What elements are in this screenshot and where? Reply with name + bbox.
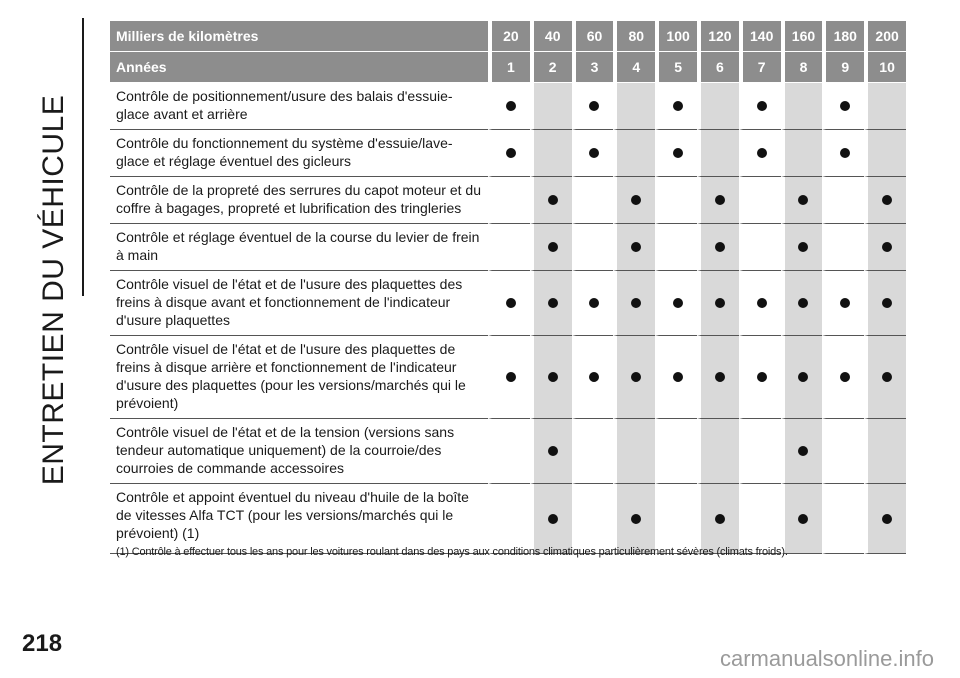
- years-header-cell: 6: [697, 52, 739, 83]
- check-dot-icon: [589, 148, 599, 158]
- interval-cell: [488, 484, 530, 554]
- km-header-label: Milliers de kilomètres: [110, 21, 488, 52]
- interval-cell: [864, 271, 906, 336]
- chapter-title: ENTRETIEN DU VÉHICULE: [37, 94, 70, 486]
- interval-cell: [864, 419, 906, 484]
- maintenance-rows: [110, 83, 906, 554]
- interval-cell: [530, 224, 572, 271]
- interval-cell: [572, 484, 614, 554]
- chapter-divider: [82, 18, 84, 296]
- interval-cell: [822, 419, 864, 484]
- maintenance-item-label: Contrôle de la propreté des serrures du capot moteur et du coffre à bagages, propreté et lubrification des tringleries: [110, 177, 488, 224]
- check-dot-icon: [798, 298, 808, 308]
- check-dot-icon: [631, 242, 641, 252]
- years-header-cell: 9: [822, 52, 864, 83]
- check-dot-icon: [757, 148, 767, 158]
- check-dot-icon: [548, 446, 558, 456]
- interval-cell: [697, 419, 739, 484]
- interval-cell: [739, 224, 781, 271]
- check-dot-icon: [631, 372, 641, 382]
- check-dot-icon: [798, 372, 808, 382]
- check-dot-icon: [840, 148, 850, 158]
- interval-cell: [781, 419, 823, 484]
- check-dot-icon: [882, 242, 892, 252]
- check-dot-icon: [548, 195, 558, 205]
- check-dot-icon: [589, 298, 599, 308]
- interval-cell: [864, 83, 906, 130]
- check-dot-icon: [798, 195, 808, 205]
- km-header-cell: 140: [739, 21, 781, 52]
- check-dot-icon: [548, 372, 558, 382]
- interval-cell: [864, 336, 906, 419]
- interval-cell: [655, 224, 697, 271]
- maintenance-item-label: Contrôle et appoint éventuel du niveau d'huile de la boîte de vitesses Alfa TCT (pour les versions/marchés qui le prévoient) (1): [110, 484, 488, 554]
- check-dot-icon: [631, 298, 641, 308]
- maintenance-item-label: Contrôle visuel de l'état et de l'usure des plaquettes de freins à disque arrière et fonctionnement de l'indicateur d'usure des plaquettes (pour les versions/marchés qui le prévoient): [110, 336, 488, 419]
- check-dot-icon: [506, 148, 516, 158]
- check-dot-icon: [548, 514, 558, 524]
- km-header-cell: 60: [572, 21, 614, 52]
- interval-cell: [739, 419, 781, 484]
- km-header-row: [110, 21, 906, 52]
- interval-cell: [781, 224, 823, 271]
- interval-cell: [739, 83, 781, 130]
- interval-cell: [572, 177, 614, 224]
- maintenance-schedule-table: [110, 21, 906, 554]
- check-dot-icon: [506, 372, 516, 382]
- check-dot-icon: [631, 195, 641, 205]
- check-dot-icon: [715, 298, 725, 308]
- maintenance-row: [110, 271, 906, 336]
- interval-cell: [613, 484, 655, 554]
- page-number: 218: [22, 630, 63, 657]
- interval-cell: [488, 177, 530, 224]
- interval-cell: [864, 130, 906, 177]
- interval-cell: [613, 177, 655, 224]
- interval-cell: [488, 83, 530, 130]
- interval-cell: [530, 271, 572, 336]
- interval-cell: [530, 130, 572, 177]
- years-header-cell: 1: [488, 52, 530, 83]
- interval-cell: [864, 224, 906, 271]
- check-dot-icon: [548, 242, 558, 252]
- check-dot-icon: [673, 148, 683, 158]
- maintenance-item-label: Contrôle du fonctionnement du système d'essuie/lave-glace et réglage éventuel des gicleurs: [110, 130, 488, 177]
- interval-cell: [613, 271, 655, 336]
- interval-cell: [572, 224, 614, 271]
- interval-cell: [488, 419, 530, 484]
- maintenance-item-label: Contrôle et réglage éventuel de la course du levier de frein à main: [110, 224, 488, 271]
- km-header-cell: 200: [864, 21, 906, 52]
- interval-cell: [864, 177, 906, 224]
- interval-cell: [655, 419, 697, 484]
- interval-cell: [530, 419, 572, 484]
- check-dot-icon: [882, 195, 892, 205]
- maintenance-row: [110, 224, 906, 271]
- check-dot-icon: [840, 372, 850, 382]
- check-dot-icon: [589, 101, 599, 111]
- check-dot-icon: [882, 298, 892, 308]
- km-header-cell: 100: [655, 21, 697, 52]
- years-header-cell: 4: [613, 52, 655, 83]
- maintenance-item-label: Contrôle de positionnement/usure des balais d'essuie-glace avant et arrière: [110, 83, 488, 130]
- interval-cell: [488, 224, 530, 271]
- interval-cell: [530, 83, 572, 130]
- check-dot-icon: [548, 298, 558, 308]
- check-dot-icon: [757, 372, 767, 382]
- interval-cell: [697, 177, 739, 224]
- interval-cell: [572, 336, 614, 419]
- check-dot-icon: [798, 446, 808, 456]
- check-dot-icon: [757, 298, 767, 308]
- maintenance-row: [110, 130, 906, 177]
- check-dot-icon: [757, 101, 767, 111]
- check-dot-icon: [673, 372, 683, 382]
- years-header-cell: 3: [572, 52, 614, 83]
- check-dot-icon: [631, 514, 641, 524]
- maintenance-row: [110, 484, 906, 554]
- years-header-cell: 7: [739, 52, 781, 83]
- check-dot-icon: [840, 101, 850, 111]
- years-header-cell: 10: [864, 52, 906, 83]
- check-dot-icon: [673, 101, 683, 111]
- interval-cell: [530, 484, 572, 554]
- interval-cell: [739, 130, 781, 177]
- years-header-cell: 5: [655, 52, 697, 83]
- interval-cell: [781, 177, 823, 224]
- maintenance-row: [110, 336, 906, 419]
- maintenance-row: [110, 83, 906, 130]
- interval-cell: [781, 484, 823, 554]
- maintenance-item-label: Contrôle visuel de l'état et de la tension (versions sans tendeur automatique uniquement) de la courroie/des courroies de commande accessoires: [110, 419, 488, 484]
- check-dot-icon: [840, 298, 850, 308]
- interval-cell: [739, 484, 781, 554]
- check-dot-icon: [882, 372, 892, 382]
- footnote: (1) Contrôle à effectuer tous les ans pour les voitures roulant dans des pays aux conditions climatiques particulièrement sévères (climats froids).: [116, 546, 788, 558]
- interval-cell: [822, 271, 864, 336]
- check-dot-icon: [715, 372, 725, 382]
- interval-cell: [655, 484, 697, 554]
- check-dot-icon: [715, 195, 725, 205]
- maintenance-item-label: Contrôle visuel de l'état et de l'usure des plaquettes des freins à disque avant et fonctionnement de l'indicateur d'usure plaquettes: [110, 271, 488, 336]
- years-header-row: [110, 52, 906, 83]
- check-dot-icon: [882, 514, 892, 524]
- years-header-label: Années: [110, 52, 488, 83]
- km-header-cell: 160: [781, 21, 823, 52]
- interval-cell: [781, 271, 823, 336]
- interval-cell: [530, 177, 572, 224]
- km-header-cell: 80: [613, 21, 655, 52]
- interval-cell: [530, 336, 572, 419]
- interval-cell: [739, 271, 781, 336]
- interval-cell: [613, 419, 655, 484]
- check-dot-icon: [673, 298, 683, 308]
- interval-cell: [572, 271, 614, 336]
- interval-cell: [488, 130, 530, 177]
- interval-cell: [655, 130, 697, 177]
- km-header-cell: 20: [488, 21, 530, 52]
- check-dot-icon: [715, 242, 725, 252]
- interval-cell: [822, 336, 864, 419]
- interval-cell: [613, 130, 655, 177]
- interval-cell: [697, 271, 739, 336]
- check-dot-icon: [506, 298, 516, 308]
- interval-cell: [613, 224, 655, 271]
- check-dot-icon: [798, 242, 808, 252]
- check-dot-icon: [506, 101, 516, 111]
- interval-cell: [572, 130, 614, 177]
- interval-cell: [864, 484, 906, 554]
- interval-cell: [655, 83, 697, 130]
- check-dot-icon: [798, 514, 808, 524]
- interval-cell: [697, 130, 739, 177]
- maintenance-row: [110, 177, 906, 224]
- km-header-cell: 120: [697, 21, 739, 52]
- interval-cell: [739, 177, 781, 224]
- interval-cell: [822, 177, 864, 224]
- interval-cell: [822, 130, 864, 177]
- interval-cell: [488, 336, 530, 419]
- interval-cell: [655, 336, 697, 419]
- interval-cell: [822, 484, 864, 554]
- check-dot-icon: [589, 372, 599, 382]
- interval-cell: [613, 83, 655, 130]
- interval-cell: [572, 419, 614, 484]
- interval-cell: [613, 336, 655, 419]
- years-header-cell: 2: [530, 52, 572, 83]
- interval-cell: [739, 336, 781, 419]
- interval-cell: [781, 336, 823, 419]
- interval-cell: [697, 224, 739, 271]
- km-header-cell: 40: [530, 21, 572, 52]
- check-dot-icon: [715, 514, 725, 524]
- interval-cell: [822, 224, 864, 271]
- interval-cell: [781, 83, 823, 130]
- interval-cell: [697, 336, 739, 419]
- watermark: carmanualsonline.info: [719, 646, 934, 671]
- years-header-cell: 8: [781, 52, 823, 83]
- interval-cell: [781, 130, 823, 177]
- maintenance-row: [110, 419, 906, 484]
- km-header-cell: 180: [822, 21, 864, 52]
- interval-cell: [655, 177, 697, 224]
- interval-cell: [822, 83, 864, 130]
- interval-cell: [655, 271, 697, 336]
- interval-cell: [697, 484, 739, 554]
- interval-cell: [488, 271, 530, 336]
- interval-cell: [572, 83, 614, 130]
- interval-cell: [697, 83, 739, 130]
